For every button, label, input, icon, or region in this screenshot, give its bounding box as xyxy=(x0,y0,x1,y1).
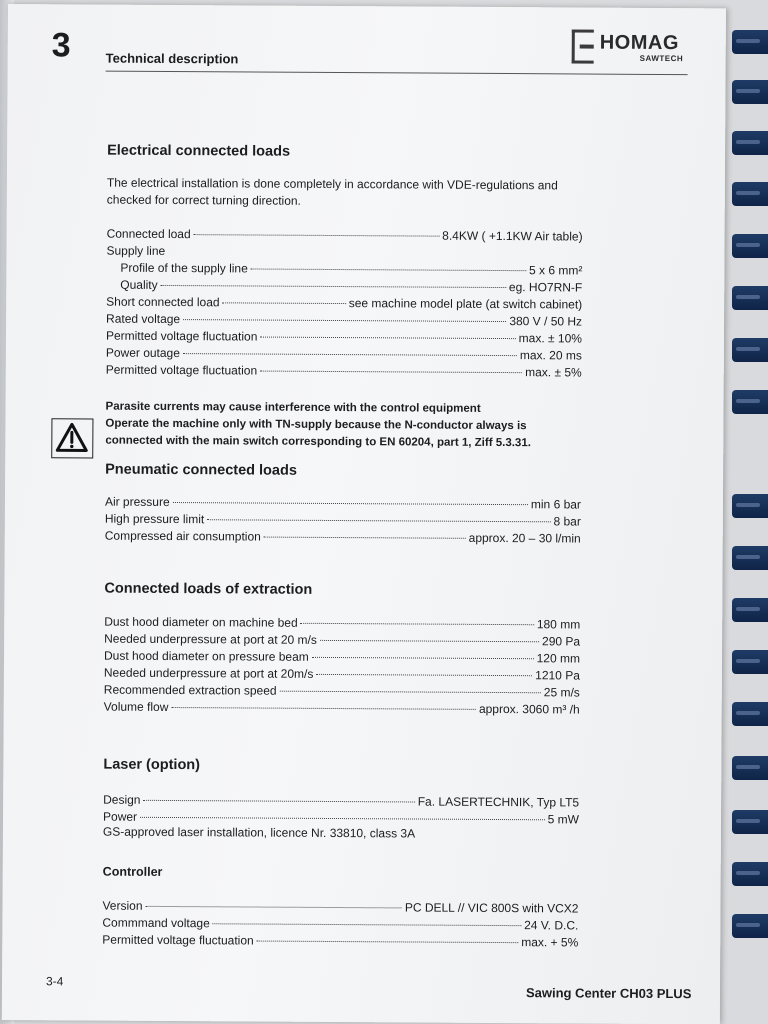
binding-ring xyxy=(732,390,768,414)
spec-row xyxy=(104,700,580,720)
spec-value: 1210 Pa xyxy=(535,668,580,683)
spec-value: 5 mW xyxy=(547,812,580,827)
spec-value: max. + 5% xyxy=(521,935,579,950)
binding-ring xyxy=(732,494,768,518)
spiral-binding xyxy=(724,0,768,1024)
leader-dots xyxy=(251,268,526,271)
product-name: Sawing Center CH03 PLUS xyxy=(525,985,692,1002)
spec-value: 180 mm xyxy=(536,617,581,632)
spec-label: Recommended extraction speed xyxy=(103,682,277,698)
leader-dots xyxy=(260,371,522,374)
binding-ring xyxy=(732,756,768,780)
spec-label: Permitted voltage fluctuation xyxy=(105,362,258,378)
leader-dots xyxy=(301,623,534,625)
binding-ring xyxy=(732,131,768,155)
spec-value: see machine model plate (at switch cabinet) xyxy=(348,296,583,312)
leader-dots xyxy=(223,302,346,304)
section-title: Technical description xyxy=(105,50,239,67)
warning-box xyxy=(51,418,93,458)
leader-dots xyxy=(183,319,506,322)
chapter-number: 3 xyxy=(51,26,71,65)
leader-dots xyxy=(316,674,532,676)
spec-value: 8 bar xyxy=(553,514,581,529)
logo-subtitle: SAWTECH xyxy=(639,53,684,64)
leader-dots xyxy=(312,657,534,659)
laser-heading: Laser (option) xyxy=(103,756,201,774)
warning-line: Parasite currents may cause interference with the control equipment xyxy=(105,400,481,415)
spec-label: Volume flow xyxy=(103,699,169,714)
spec-label: Rated voltage xyxy=(106,311,181,327)
binding-ring xyxy=(732,862,768,886)
binding-ring xyxy=(732,80,768,104)
spec-row xyxy=(102,933,578,953)
binding-ring xyxy=(732,286,768,310)
spec-value: 8.4KW ( +1.1KW Air table) xyxy=(442,228,583,244)
leader-dots xyxy=(280,691,541,694)
pneumatic-heading: Pneumatic connected loads xyxy=(105,461,297,479)
leader-dots xyxy=(207,519,550,522)
spec-value: approx. 3060 m³ /h xyxy=(478,701,580,717)
controller-heading: Controller xyxy=(102,864,163,879)
electrical-heading: Electrical connected loads xyxy=(107,142,291,160)
leader-dots xyxy=(194,234,440,236)
leader-dots xyxy=(213,923,521,926)
warning-line: Operate the machine only with TN-supply because the N-conductor always is xyxy=(105,417,527,433)
spec-label: Short connected load xyxy=(106,294,220,310)
spec-label: High pressure limit xyxy=(104,511,205,527)
leader-dots xyxy=(173,502,528,505)
electrical-intro: The electrical installation is done completely in accordance with VDE-regulations and checked for correct turning direction. xyxy=(106,175,558,208)
spec-value: 5 x 6 mm² xyxy=(528,263,583,278)
binding-ring xyxy=(732,598,768,622)
binding-ring xyxy=(732,30,768,54)
spec-value: 380 V / 50 Hz xyxy=(509,314,583,329)
leader-dots xyxy=(260,337,515,340)
spec-value: max. 20 ms xyxy=(519,348,582,363)
logo-name: HOMAG xyxy=(599,31,680,55)
leader-dots xyxy=(257,941,519,944)
binding-ring xyxy=(732,914,768,938)
spec-label: Needed underpressure at port at 20 m/s xyxy=(104,631,317,647)
warning-text xyxy=(105,399,531,453)
leader-dots xyxy=(161,285,506,288)
spec-label: Compressed air consumption xyxy=(104,528,261,544)
spec-value: eg. HO7RN-F xyxy=(508,280,583,295)
warning-triangle-icon xyxy=(52,419,91,456)
binding-ring xyxy=(732,234,768,258)
leader-dots xyxy=(320,640,539,642)
spec-label: Profile of the supply line xyxy=(120,260,248,276)
spec-value: max. ± 5% xyxy=(525,365,582,380)
leader-dots xyxy=(140,817,545,820)
spec-label: Supply line xyxy=(106,243,166,258)
warning-line: connected with the main switch corresponding to EN 60204, part 1, Ziff 5.3.31. xyxy=(105,434,531,450)
spec-label: Design xyxy=(103,792,141,807)
binding-ring xyxy=(732,702,768,726)
spec-label: Air pressure xyxy=(104,494,170,509)
binding-ring xyxy=(732,810,768,834)
spec-value: approx. 20 – 30 l/min xyxy=(468,530,581,546)
spec-value: PC DELL // VIC 800S with VCX2 xyxy=(404,900,579,916)
spec-label: Permitted voltage fluctuation xyxy=(102,932,254,948)
spec-label: Version xyxy=(102,898,143,913)
binding-ring xyxy=(732,338,768,362)
spec-label: Dust hood diameter on machine bed xyxy=(104,614,298,630)
spec-label: Quality xyxy=(120,277,158,292)
spec-label: Power outage xyxy=(105,345,180,361)
homag-logo xyxy=(572,27,688,68)
binding-ring xyxy=(732,182,768,206)
binding-ring xyxy=(732,546,768,570)
laser-note: GS-approved laser installation, licence Nr. 33810, class 3A xyxy=(102,824,416,841)
extraction-heading: Connected loads of extraction xyxy=(104,580,313,598)
page-number: 3-4 xyxy=(45,974,64,989)
spec-value: min 6 bar xyxy=(530,497,581,512)
spec-value: 25 m/s xyxy=(543,685,580,700)
leader-dots xyxy=(143,800,414,803)
spec-label: Commmand voltage xyxy=(102,915,210,931)
spec-value: Fa. LASERTECHNIK, Typ LT5 xyxy=(417,794,580,810)
manual-page xyxy=(2,4,726,1024)
spec-label: Needed underpressure at port at 20m/s xyxy=(103,665,314,681)
spec-label: Power xyxy=(102,809,138,824)
spec-value: 120 mm xyxy=(536,651,581,666)
spec-value: 290 Pa xyxy=(542,634,581,649)
binding-ring xyxy=(732,650,768,674)
spec-label: Permitted voltage fluctuation xyxy=(105,328,258,344)
spec-label: Dust hood diameter on pressure beam xyxy=(103,648,309,664)
logo-mark-icon xyxy=(572,29,594,63)
leader-dots xyxy=(183,353,517,356)
spec-row xyxy=(105,529,581,549)
leader-dots xyxy=(146,906,402,909)
leader-dots xyxy=(171,707,476,710)
spec-label: Connected load xyxy=(106,226,191,242)
spec-value: max. ± 10% xyxy=(518,331,583,346)
leader-dots xyxy=(264,537,466,539)
spec-value: 24 V. D.C. xyxy=(524,918,579,933)
header-rule xyxy=(106,71,688,76)
spec-row xyxy=(106,363,582,383)
